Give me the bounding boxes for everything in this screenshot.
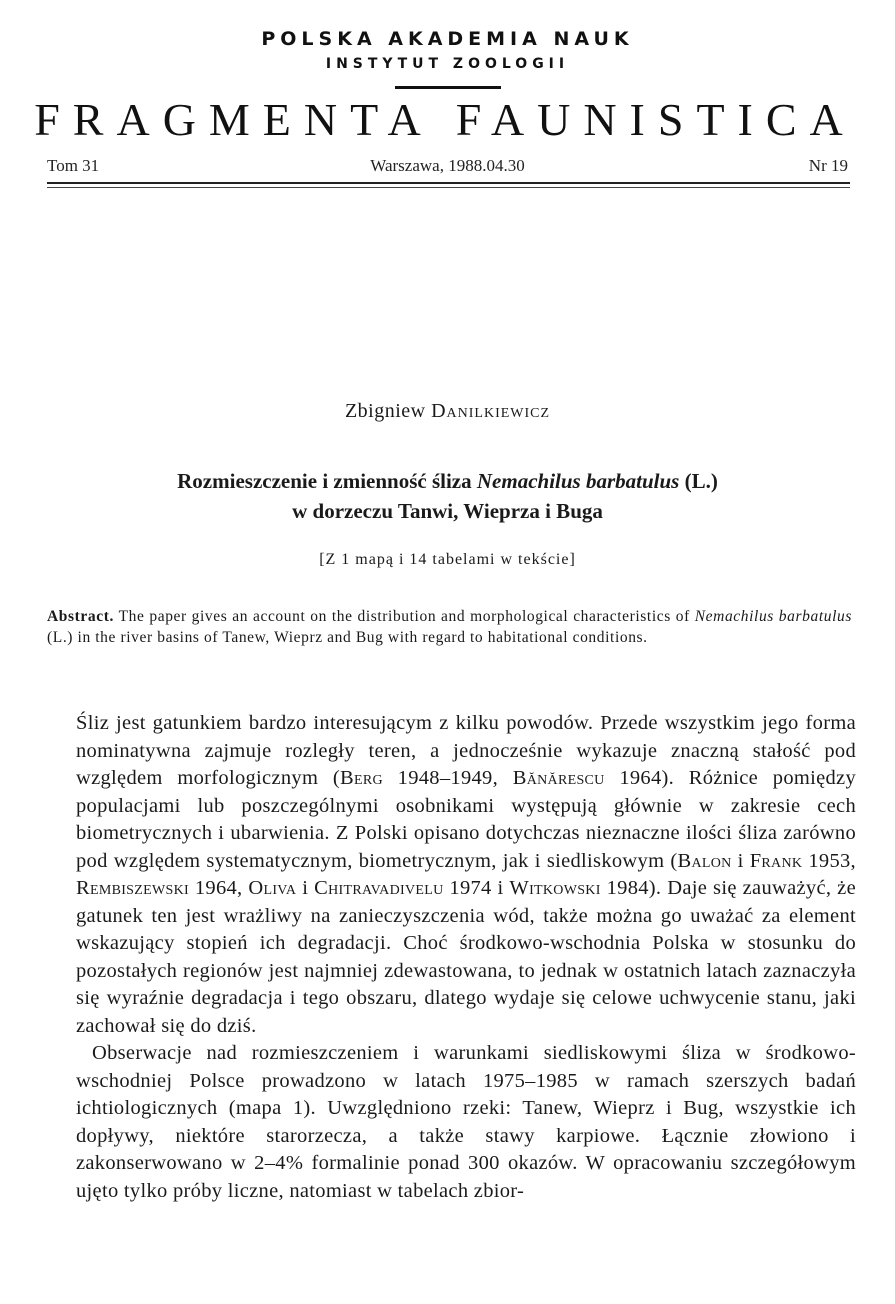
journal-title: FRAGMENTA FAUNISTICA (34, 94, 856, 145)
abstract-label: Abstract. (47, 608, 114, 625)
author-last-name: Danilkiewicz (431, 400, 551, 422)
article-body (76, 710, 856, 1205)
p1-text: 1974 i (443, 877, 510, 899)
title-text-b: (L.) (679, 469, 718, 493)
p1-text: 1964). Różnice pomiędzy populacjami lub poszczególnymi osobnikami występują głównie w zakresie cech biometrycznych i ubarwienia. Z Polski opisano dotychczas nieznaczne ilości śliza zarówno pod względem systematycznym, biometrycznym, jak i siedliskowym ( (76, 767, 857, 872)
p1-text: 1964, (188, 877, 249, 899)
p1-text: 1953, (802, 849, 856, 872)
citation-author: Chitravadivelu (314, 877, 444, 899)
p1-text: 1984). Daje się zauważyć, że gatunek ten jest wrażliwy na zanieczyszczenia wód, także można go uważać za element wskazujący stopień ich degradacji. Choć środkowo-wschodnia Polska w stosunku do pozostałych regionów jest najmniej zdewastowana, to jednak w ostatnich latach zaznaczyła się wyraźnie degradacja i tego obszaru, dlatego wydaje się celowe uchwycenie stanu, jaki zachował się do dziś. (76, 877, 856, 1037)
p1-text: i (731, 849, 750, 872)
author-first-name: Zbigniew (344, 400, 426, 422)
citation-author: Witkowski (509, 877, 601, 899)
citation-author: Rembiszewski (76, 877, 189, 899)
abstract (47, 606, 852, 648)
citation-author: Oliva (248, 877, 297, 899)
title-species: Nemachilus barbatulus (476, 469, 680, 493)
p1-text: 1948–1949, (382, 767, 513, 789)
title-text-a: Rozmieszczenie i zmienność śliza (177, 469, 477, 493)
citation-author: Frank (749, 849, 803, 872)
title-line-2: w dorzeczu Tanwi, Wieprza i Buga (292, 499, 603, 523)
header-rule-thin (47, 187, 850, 188)
abstract-text-a: The paper gives an account on the distribution and morphological characteristics of (113, 608, 695, 625)
abstract-species: Nemachilus barbatulus (694, 608, 852, 625)
article-title (0, 466, 895, 526)
p1-text: Śliz jest gatunkiem bardzo interesującym z kilku powodów. Przede wszystkim jego forma nominatywna zajmuje rozległy teren, a jednocześnie wykazuje znaczną stałość pod względem morfologicznym ( (76, 712, 856, 789)
paragraph-1 (76, 710, 856, 1040)
institute-name: INSTYTUT ZOOLOGII (325, 56, 570, 72)
header-rule-thick (47, 182, 850, 184)
academy-name: POLSKA AKADEMIA NAUK (261, 28, 634, 50)
p1-text: i (296, 877, 315, 899)
header-short-rule (395, 86, 501, 89)
citation-author: Bănărescu (512, 767, 605, 789)
title-line-1 (0, 466, 895, 496)
issue-number: Nr 19 (808, 156, 848, 175)
map-tables-note: [Z 1 mapą i 14 tabelami w tekście] (319, 551, 576, 568)
place-date: Warszawa, 1988.04.30 (370, 156, 525, 175)
paragraph-2: Obserwacje nad rozmieszczeniem i warunkami siedliskowymi śliza w środkowo-wschodniej Polsce prowadzono w latach 1975–1985 w ramach szerszych badań ichtiologicznych (mapa 1). Uwzględniono rzeki: Tanew, Wieprz i Bug, wszystkie ich dopływy, niektóre starorzecza, a także stawy karpiowe. Łącznie złowiono i zakonserwowano w 2–4% formalinie ponad 300 okazów. W opracowaniu szczegółowym ujęto tylko próby liczne, natomiast w tabelach zbior- (76, 1042, 856, 1202)
abstract-text-b: (L.) in the river basins of Tanew, Wieprz and Bug with regard to habitational conditions. (47, 629, 648, 646)
volume-label: Tom 31 (47, 156, 100, 175)
citation-author: Berg (340, 767, 383, 789)
citation-author: Balon (677, 849, 732, 872)
author-line (0, 400, 895, 423)
